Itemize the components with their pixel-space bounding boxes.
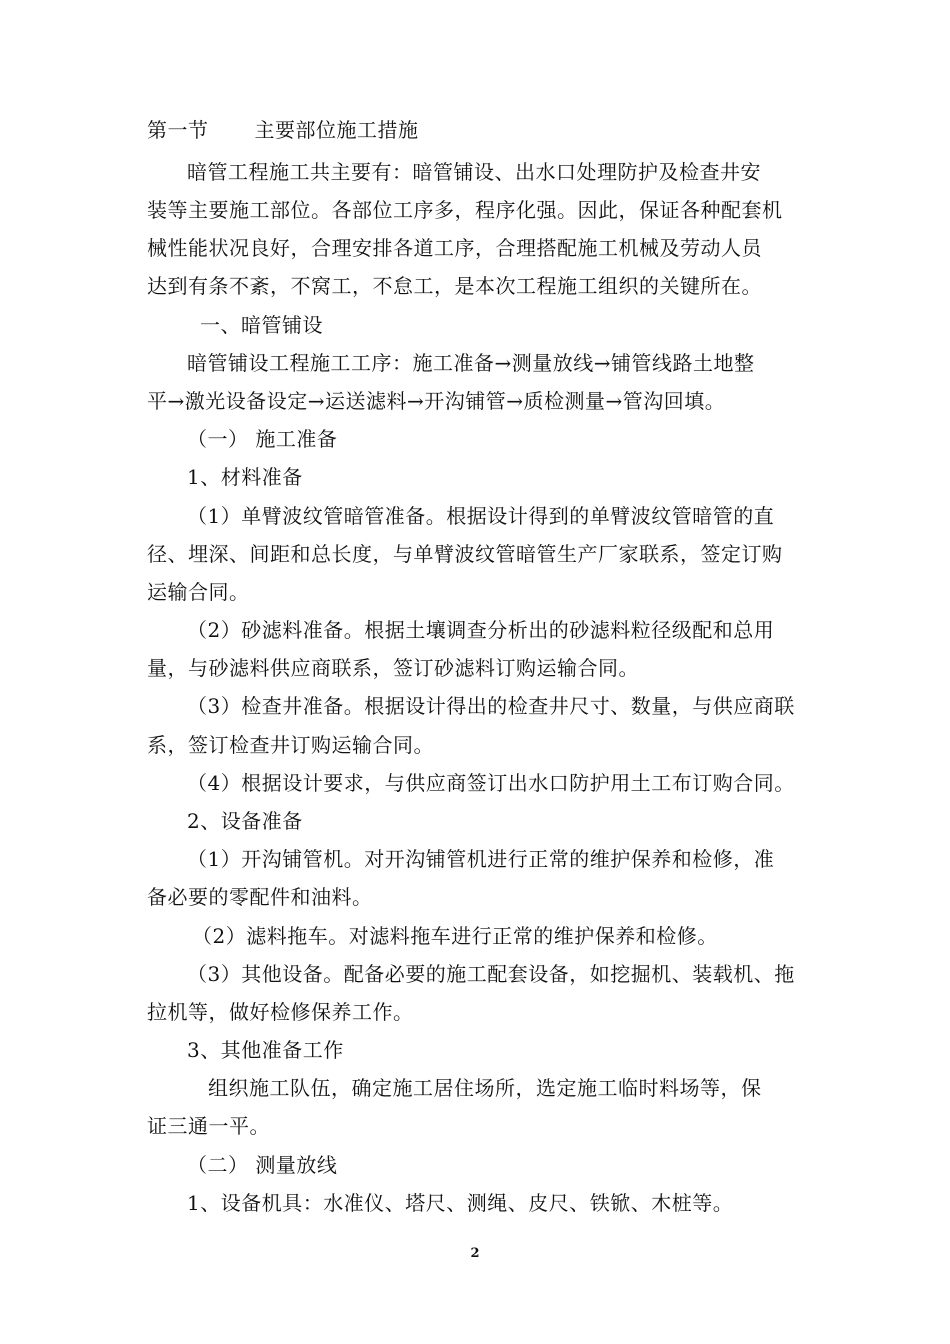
paragraph-line: （3）检查井准备。根据设计得出的检查井尺寸、数量，与供应商联 [187,694,795,718]
subheading: 一、暗管铺设 [200,313,323,337]
paragraph-line: （2）砂滤料准备。根据土壤调查分析出的砂滤料粒径级配和总用 [187,618,775,642]
paragraph-line: 证三通一平。 [147,1114,270,1138]
paragraph-line: 械性能状况良好，合理安排各道工序，合理搭配施工机械及劳动人员 [147,236,762,260]
paragraph-line: 组织施工队伍，确定施工居住场所，选定施工临时料场等，保 [208,1076,762,1100]
subheading: 2、设备准备 [187,809,303,833]
paragraph-line: 系，签订检查井订购运输合同。 [147,733,434,757]
subheading: （二） 测量放线 [187,1153,338,1177]
paragraph-line: 备必要的零配件和油料。 [147,885,373,909]
subheading: （一） 施工准备 [187,427,338,451]
paragraph-line: 装等主要施工部位。各部位工序多，程序化强。因此，保证各种配套机 [147,198,783,222]
subheading: 3、其他准备工作 [187,1038,344,1062]
section-heading [147,118,419,142]
paragraph-line: 达到有条不紊，不窝工，不怠工，是本次工程施工组织的关键所在。 [147,274,762,298]
paragraph-line: （3）其他设备。配备必要的施工配套设备，如挖掘机、装载机、拖 [187,962,795,986]
paragraph-line: （1）开沟铺管机。对开沟铺管机进行正常的维护保养和检修，准 [187,847,775,871]
subheading: 1、材料准备 [187,465,303,489]
paragraph-line: 1、设备机具：水准仪、塔尺、测绳、皮尺、铁锨、木桩等。 [187,1191,734,1215]
paragraph-line: 暗管工程施工共主要有：暗管铺设、出水口处理防护及检查井安 [187,160,761,184]
paragraph-line: 暗管铺设工程施工工序：施工准备→测量放线→铺管线路土地整 [187,351,755,375]
section-title: 主要部位施工措施 [254,118,419,142]
paragraph-line: 运输合同。 [147,580,250,604]
paragraph-line: （2）滤料拖车。对滤料拖车进行正常的维护保养和检修。 [192,924,718,948]
paragraph-line: 径、埋深、间距和总长度，与单臂波纹管暗管生产厂家联系，签定订购 [147,542,783,566]
paragraph-line: 量，与砂滤料供应商联系，签订砂滤料订购运输合同。 [147,656,639,680]
paragraph-line: 平→激光设备设定→运送滤料→开沟铺管→质检测量→管沟回填。 [147,389,726,413]
section-number: 第一节 [147,118,209,142]
paragraph-line: （4）根据设计要求，与供应商签订出水口防护用土工布订购合同。 [187,771,795,795]
paragraph-line: 拉机等，做好检修保养工作。 [147,1000,414,1024]
paragraph-line: （1）单臂波纹管暗管准备。根据设计得到的单臂波纹管暗管的直 [187,504,775,528]
page-number: 2 [470,1246,480,1261]
